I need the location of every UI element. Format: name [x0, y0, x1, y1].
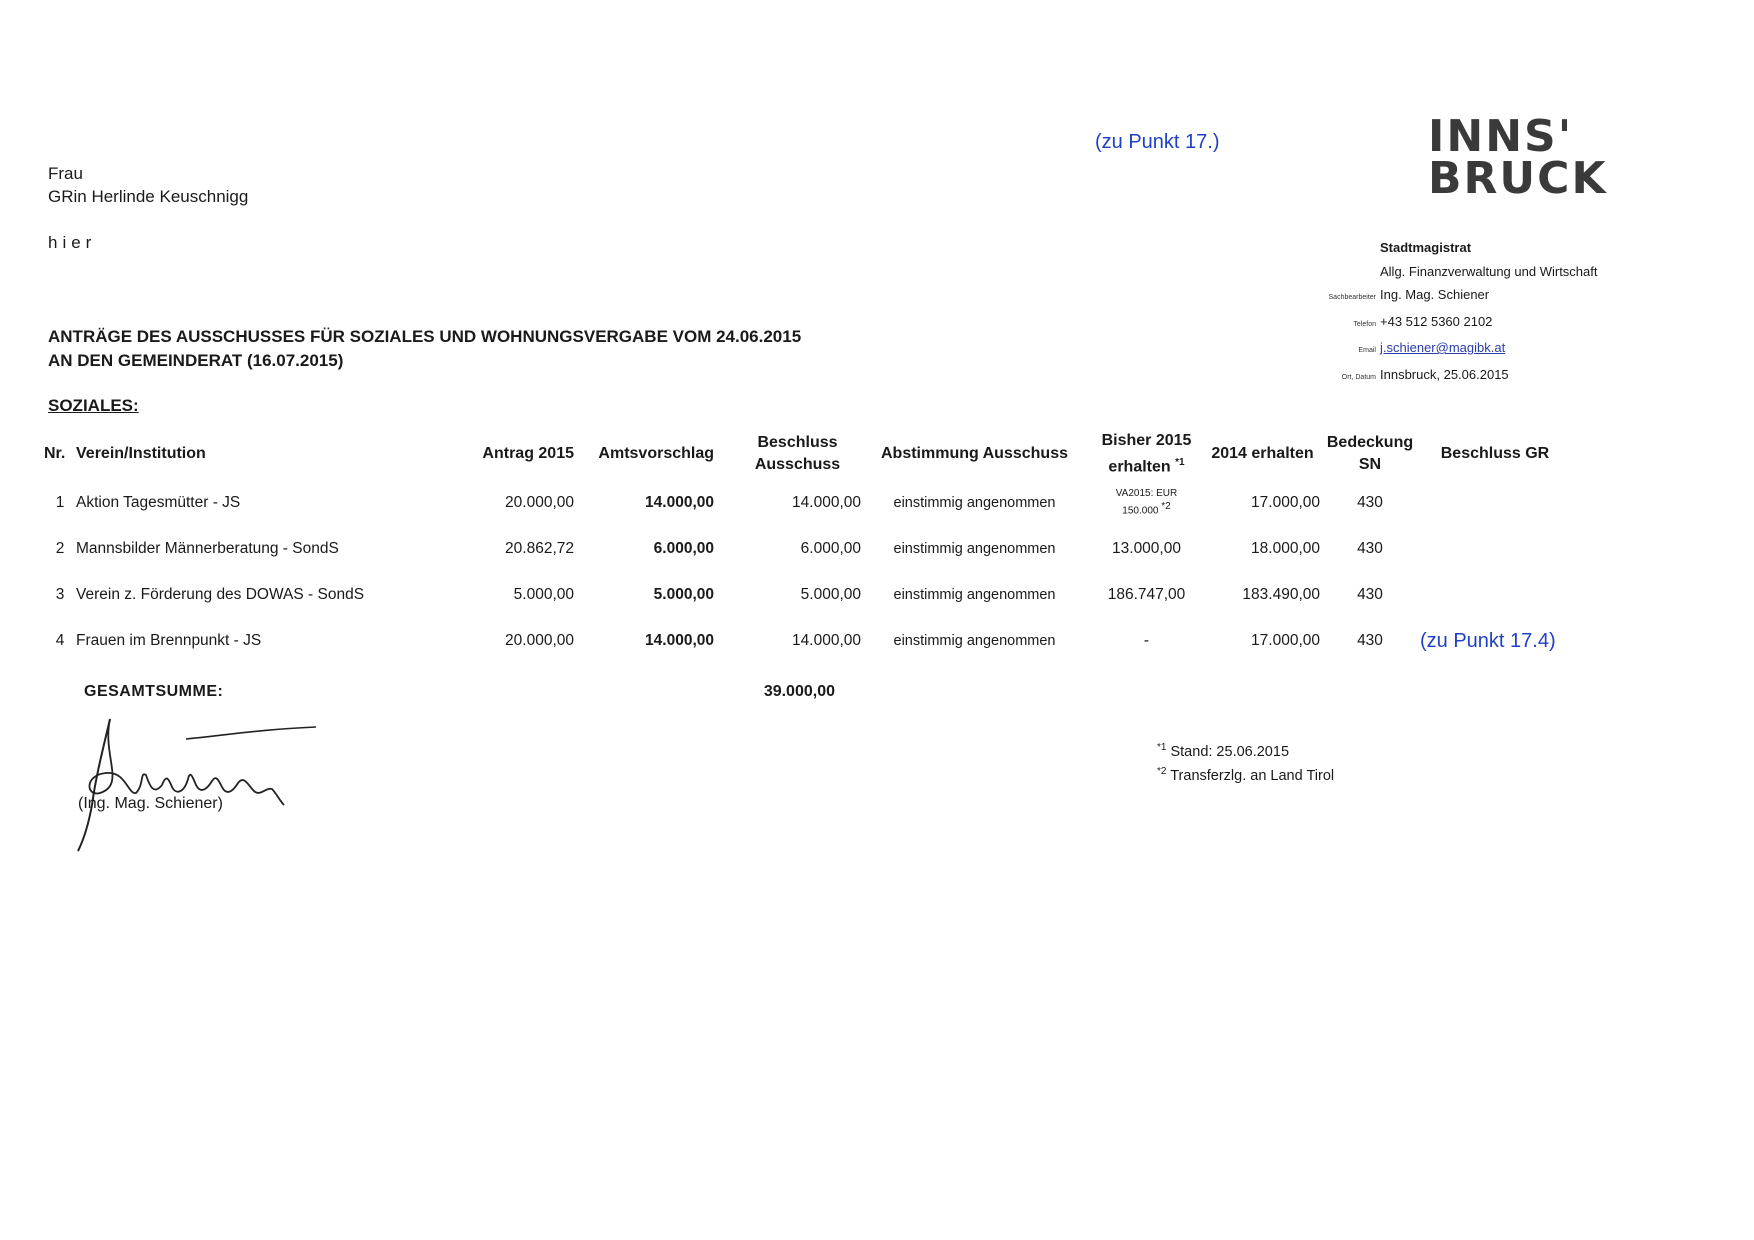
row-nr: 2: [55, 540, 65, 557]
header-bedeckung: [1320, 428, 1420, 480]
recipient-salutation: Frau: [48, 164, 83, 183]
table-row: [44, 572, 1570, 618]
heading-line-2: AN DEN GEMEINDERAT (16.07.2015): [48, 351, 344, 370]
header-bisher-sup: *1: [1175, 456, 1185, 468]
handwritten-note-top: (zu Punkt 17.): [1095, 131, 1220, 153]
recipient-location: hier: [48, 233, 97, 252]
row-amtsvorschlag: 14.000,00: [645, 494, 714, 511]
row-amtsvorschlag: 5.000,00: [653, 586, 714, 603]
row-bedeckung: 430: [1357, 494, 1383, 511]
table-header-row: [44, 428, 1570, 480]
row-bedeckung: 430: [1357, 540, 1383, 557]
signature-name: (Ing. Mag. Schiener): [78, 795, 223, 812]
header-beschluss-line1: Beschluss: [757, 434, 838, 451]
label-clerk: Sachbearbeiter: [1328, 294, 1376, 301]
footnote-1: [1157, 738, 1334, 762]
row-beschluss: 5.000,00: [800, 586, 861, 603]
row-bisher: [1088, 480, 1205, 526]
footnote-2-mark: *2: [1157, 765, 1167, 777]
row-verein: Frauen im Brennpunkt - JS: [76, 632, 262, 649]
row-abstimmung: einstimmig angenommen: [893, 541, 1056, 557]
row-nr: 4: [55, 632, 65, 649]
row-antrag: 20.000,00: [505, 494, 574, 511]
row-verein: Verein z. Förderung des DOWAS - SondS: [76, 586, 365, 603]
header-abstimmung: Abstimmung Ausschuss: [881, 445, 1068, 462]
section-title: SOZIALES:: [48, 396, 139, 415]
header-amtsvorschlag: Amtsvorschlag: [598, 445, 714, 462]
recipient-name: GRin Herlinde Keuschnigg: [48, 187, 249, 206]
row-bisher: -: [1143, 632, 1150, 649]
header-bisher-line1: Bisher 2015: [1101, 431, 1192, 449]
row-beschluss: 14.000,00: [792, 494, 861, 511]
table-row: [44, 618, 1570, 664]
row-antrag: 20.862,72: [505, 540, 574, 557]
label-place: Ort, Datum: [1341, 373, 1376, 381]
heading-line-1: ANTRÄGE DES AUSSCHUSSES FÜR SOZIALES UND WOHNUNGSVERGABE VOM 24.06.2015: [48, 327, 802, 346]
row-bisher-line2: 150.000: [1122, 505, 1159, 517]
row-2014: 183.490,00: [1242, 586, 1320, 603]
footnote-2: [1157, 762, 1334, 786]
row-beschluss-gr: [1420, 526, 1570, 572]
row-bisher: 186.747,00: [1107, 586, 1186, 603]
row-amtsvorschlag: 6.000,00: [653, 540, 714, 557]
sender-phone: +43 512 5360 2102: [1380, 313, 1493, 329]
footnote-1-mark: *1: [1157, 742, 1167, 753]
row-bisher-line1: VA2015: EUR: [1115, 488, 1178, 500]
sender-org: Stadtmagistrat: [1380, 240, 1472, 255]
total-value: 39.000,00: [763, 683, 835, 700]
row-beschluss: 6.000,00: [800, 540, 861, 557]
logo-line-1: INNS': [1428, 111, 1574, 162]
sender-place-date: Innsbruck, 25.06.2015: [1380, 366, 1509, 382]
row-2014: 17.000,00: [1251, 494, 1320, 511]
row-bedeckung: 430: [1357, 586, 1383, 603]
signature-image: [66, 715, 326, 855]
table-row: [44, 526, 1570, 572]
city-logo: [1428, 111, 1608, 204]
header-bisher: [1088, 428, 1205, 480]
row-amtsvorschlag: 14.000,00: [645, 632, 714, 649]
header-beschluss-ausschuss: [714, 428, 861, 480]
row-beschluss-gr: [1420, 480, 1570, 526]
row-bedeckung: 430: [1357, 632, 1383, 649]
sender-block: [1300, 236, 1597, 389]
header-bedeckung-line1: Bedeckung: [1326, 434, 1414, 451]
header-nr: Nr.: [44, 445, 66, 462]
label-email: Email: [1358, 347, 1376, 354]
header-2014: 2014 erhalten: [1211, 445, 1314, 462]
table-row: [44, 480, 1570, 526]
header-beschluss-line2: Ausschuss: [754, 456, 841, 473]
sender-email-link[interactable]: j.schiener@magibk.at: [1380, 340, 1506, 355]
header-bedeckung-line2: SN: [1358, 456, 1382, 473]
sender-clerk: Ing. Mag. Schiener: [1380, 287, 1490, 302]
row-beschluss: 14.000,00: [792, 632, 861, 649]
row-abstimmung: einstimmig angenommen: [893, 587, 1056, 603]
header-beschluss-gr: Beschluss GR: [1440, 445, 1550, 462]
row-verein: Aktion Tagesmütter - JS: [76, 494, 241, 511]
row-beschluss-gr: [1420, 572, 1570, 618]
grants-table: [44, 428, 1570, 664]
row-antrag: 5.000,00: [513, 586, 574, 603]
row-nr: 1: [55, 494, 65, 511]
row-2014: 17.000,00: [1251, 632, 1320, 649]
total-label: GESAMTSUMME:: [84, 683, 224, 700]
row-abstimmung: einstimmig angenommen: [893, 495, 1056, 511]
row-2014: 18.000,00: [1251, 540, 1320, 557]
sender-dept: Allg. Finanzverwaltung und Wirtschaft: [1380, 263, 1598, 279]
footnotes: [1157, 738, 1334, 786]
row-bisher-sup: *2: [1161, 501, 1171, 513]
header-bisher-line2: erhalten: [1108, 458, 1171, 476]
document-heading: [48, 325, 801, 373]
logo-line-2: BRUCK: [1428, 153, 1608, 204]
row-abstimmung: einstimmig angenommen: [893, 633, 1056, 649]
row-nr: 3: [55, 586, 65, 603]
row-beschluss-gr-note: (zu Punkt 17.4): [1420, 629, 1556, 652]
header-verein: Verein/Institution: [76, 445, 206, 462]
row-bisher: 13.000,00: [1112, 540, 1181, 557]
label-phone: Telefon: [1353, 320, 1376, 328]
footnote-1-text: Stand: 25.06.2015: [1170, 743, 1290, 760]
row-antrag: 20.000,00: [505, 632, 574, 649]
row-verein: Mannsbilder Männerberatung - SondS: [76, 540, 339, 557]
footnote-2-text: Transferzlg. an Land Tirol: [1170, 767, 1335, 784]
header-antrag: Antrag 2015: [482, 445, 574, 462]
recipient-block: [48, 162, 248, 208]
